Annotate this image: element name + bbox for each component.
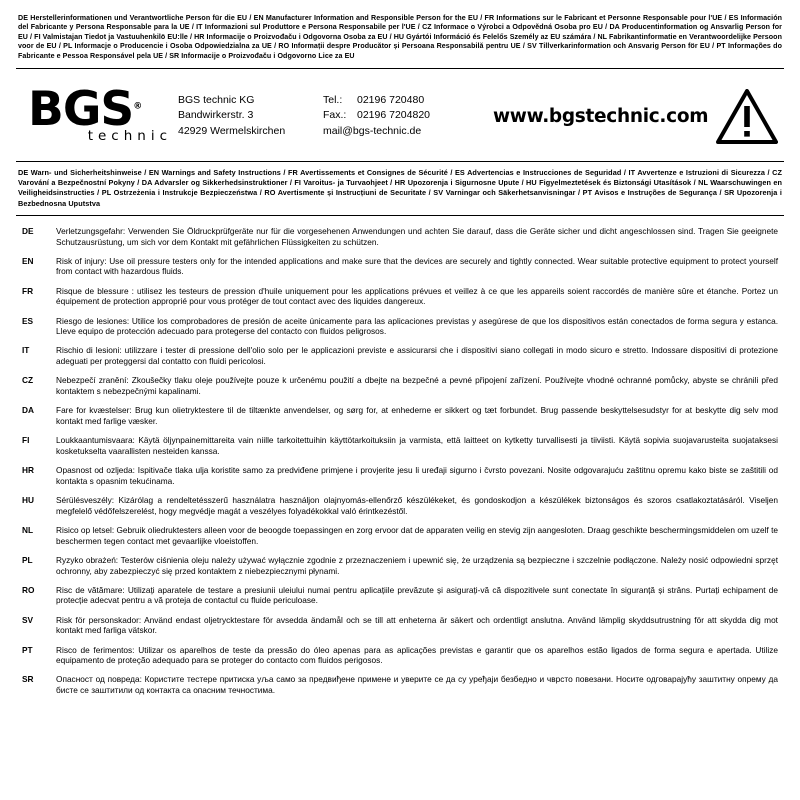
company-name: BGS technic KG (178, 93, 255, 106)
list-item (20, 375, 782, 396)
instruction-text: Rischio di lesioni: utilizzare i tester di pressione dell'olio solo per le applicazioni previste e assicurarsi che i dispositivi siano collegati in modo sicuro e stretto. Indossare dispositivi di protezione adeguati per proteggersi dal contatto con fluidi pericolosi. (56, 345, 778, 367)
list-item (20, 495, 782, 516)
list-item (20, 674, 782, 695)
language-code: FI (22, 435, 30, 446)
language-code: IT (22, 345, 30, 356)
company-tel-line (323, 93, 493, 109)
logo-text: BGS (28, 81, 134, 137)
logo-subtext: technic (87, 128, 172, 145)
list-item (20, 226, 782, 247)
instruction-text: Sérülésveszély: Kizárólag a rendeltetésszerű használatra használjon olajnyomás-ellenőrző készülékeket, és gondoskodjon a készülékek biztonságos és szoros csatlakoztatásáról. Viseljen megfelelő védőfelszerelést, hogy megvédje magát a veszélyes folyadékokkal való érintkezéstől. (56, 495, 778, 516)
instruction-text: Opasnost od ozljeda: Ispitivače tlaka ulja koristite samo za predviđene primjene i provjerite jesu li uređaji sigurno i čvrsto povezani. Nosite odgovarajuću zaštitnu opremu kako biste se zaštitili od kontakta s opasnim tekućinama. (56, 465, 778, 486)
language-code: HR (22, 465, 34, 476)
instruction-text: Risc de vătămare: Utilizați aparatele de testare a presiunii uleiului numai pentru aplicațiile prevăzute și asigurați-vă că dispozitivele sunt conectate în siguranță și strâns. Purtați echipament de protecție adecvat pentru a vă proteja de contactul cu fluide periculoase. (56, 584, 778, 606)
bgs-logo (20, 81, 178, 145)
list-item (20, 345, 782, 366)
list-item (20, 585, 782, 606)
list-item (20, 615, 782, 636)
list-item (20, 465, 782, 486)
list-item (20, 435, 782, 456)
company-fax-line (323, 108, 493, 124)
instruction-text: Riesgo de lesiones: Utilice los comprobadores de presión de aceite únicamente para las aplicaciones previstas y asegúrese de que los dispositivos están conectados de forma segura y estanca. Lleve equipo de protección adecuado para protegerse del contacto con fluidos peligrosos. (56, 315, 778, 337)
language-code: EN (22, 255, 34, 266)
warning-triangle-icon (708, 89, 784, 144)
language-code: PT (22, 644, 33, 655)
company-email: mail@bgs-technic.de (323, 124, 422, 137)
language-code: SV (22, 614, 34, 625)
language-code: DE (22, 225, 34, 236)
company-contact (323, 93, 493, 140)
instruction-text: Risk of injury: Use oil pressure testers only for the intended applications and make sure that the devices are securely and tightly connected. Wear suitable protective equipment to protect yourself from contact with hazardous fluids. (56, 255, 778, 277)
language-code: RO (22, 584, 35, 595)
instruction-text: Risco de ferimentos: Utilizar os aparelhos de teste da pressão do óleo apenas para as aplicações previstas e garantir que os aparelhos estão ligados de forma segura e apertada. Utilize equipamento de proteção adequado para se proteger do contacto com fluidos perigosos. (56, 644, 778, 666)
language-code: SR (22, 674, 34, 685)
list-item (20, 286, 782, 307)
safety-section-title: DE Warn- und Sicherheitshinweise / EN Warnings and Safety Instructions / FR Avertissements et Consignes de Sécurité / ES Advertencias e Instrucciones de Seguridad / IT Avvertenze e Istruzioni di Sicurezza / CZ Varování a Bezpečnostní Pokyny / DA Advarsler og Sikkerhedsinstruktioner / FI Varoitus- ja Turvaohjeet / HR Upozorenja i Sigurnosne Upute / HU Figyelmeztetések és Biztonsági Utasítások / NL Waarschuwingen en Veiligheidsinstructies / PL Ostrzeżenia i Instrukcje Bezpieczeństwa / RO Avertismente și Instrucțiuni de Securitate / SV Varningar och Säkerhetsanvisningar / PT Avisos e Instruções de Segurança / SR Upozorenja i Bezbednosna Uputstva (18, 168, 782, 208)
language-code: FR (22, 285, 34, 296)
tel-value: 02196 720480 (357, 93, 425, 106)
list-item (20, 316, 782, 337)
instruction-list (16, 216, 784, 696)
instruction-text: Risk för personskador: Använd endast oljetrycktestare för avsedda ändamål och se till att enheterna är säkert och ordentligt anslutna. Använd lämplig skyddsutrustning för att skydda dig mot kontakt med farliga vätskor. (56, 614, 778, 636)
fax-label: Fax.: (323, 109, 347, 122)
language-code: ES (22, 315, 34, 326)
instruction-text: Опасност од повреда: Користите тестере притиска уља само за предвиђене примене и уверите се да су уређаји безбедно и чврсто повезани. Носите одговарајућу заштитну опрему да бисте се заштитили од контакта са опасним течностима. (56, 674, 778, 696)
instruction-text: Risico op letsel: Gebruik oliedruktesters alleen voor de beoogde toepassingen en zorg ervoor dat de apparaten veilig en stevig zijn aangesloten. Draag geschikte beschermingsmiddelen om uzelf te beschermen tegen contact met gevaarlijke vloeistoffen. (56, 524, 778, 546)
instruction-text: Risque de blessure : utilisez les testeurs de pression d'huile uniquement pour les applications prévues et veillez à ce que les appareils soient raccordés de manière sûre et étanche. Portez un équipement de protection approprié pour vous protéger de tout contact avec des liquides dangereux. (56, 285, 778, 307)
company-city: 42929 Wermelskirchen (178, 124, 286, 137)
company-website: www.bgstechnic.com (493, 105, 709, 127)
company-header (16, 69, 784, 161)
list-item (20, 405, 782, 426)
language-code: DA (22, 405, 34, 416)
company-address (178, 93, 323, 140)
list-item (20, 645, 782, 666)
instruction-text: Fare for kvæstelser: Brug kun olietryktestere til de tiltænkte anvendelser, og sørg for, at enhederne er sikkert og tæt forbundet. Brug passende beskyttelsesudstyr for at beskytte dig selv mod kontakt med farlige væsker. (56, 405, 778, 426)
manufacturer-language-banner: DE Herstellerinformationen und Verantwortliche Person für die EU / EN Manufacturer Information and Responsible Person for the EU / FR Informations sur le Fabricant et Personne Responsable pour l'UE / ES Información del Fabricante y Persona Responsable para la UE / IT Informazioni sul Produttore e Persona Responsabile per l'UE / CZ Informace o Výrobci a Odpovědná Osoba pro EU / DA Producentinformation og Ansvarlig Person for EU / FI Valmistajan Tiedot ja Vastuuhenkilö EU:lle / HR Informacije o Proizvođaču i Odgovorna Osoba za EU / HU Gyártói Információ és Felelős Személy az EU számára / NL Fabrikantinformatie en Verantwoordelijke Persoon voor de EU / PL Informacje o Producencie i Osoba Odpowiedzialna za UE / RO Informații despre Producător și Persoana Responsabilă pentru UE / SV Tillverkarinformation och Ansvarig Person för EU / PT Informações do Fabricante e Pessoa Responsável pela UE / SR Informacije o Proizvođaču i Odgovorno Lice za EU (18, 14, 782, 60)
registered-trademark-icon: ® (133, 101, 143, 112)
language-code: HU (22, 495, 34, 505)
language-code: CZ (22, 375, 34, 386)
fax-value: 02196 7204820 (357, 109, 430, 122)
instruction-text: Loukkaantumisvaara: Käytä öljynpainemittareita vain niille tarkoitettuihin käyttötarkoituksiin ja varmista, että laitteet on kytketty turvallisesti ja tiiviisti. Käytä sopivia suojavarusteita suojataksesi kosketukselta vaarallisten nesteiden kanssa. (56, 435, 778, 456)
language-code: NL (22, 524, 34, 535)
tel-label: Tel.: (323, 93, 343, 106)
instruction-text: Ryzyko obrażeń: Testerów ciśnienia oleju należy używać wyłącznie zgodnie z przeznaczeniem i upewnić się, że urządzenia są bezpieczne i szczelnie podłączone. Należy nosić odpowiedni sprzęt ochronny, aby zabezpieczyć się przed kontaktem z niebezpiecznymi płynami. (56, 554, 778, 576)
list-item (20, 555, 782, 576)
instruction-text: Verletzungsgefahr: Verwenden Sie Öldruckprüfgeräte nur für die vorgesehenen Anwendungen und achten Sie darauf, dass die Geräte sicher und dicht angeschlossen sind. Tragen Sie geeignete Schutzausrüstung, um sich vor dem Kontakt mit gefährlichen Flüssigkeiten zu schützen. (56, 225, 778, 247)
company-street: Bandwirkerstr. 3 (178, 109, 254, 122)
language-code: PL (22, 554, 33, 565)
list-item (20, 525, 782, 546)
instruction-text: Nebezpečí zranění: Zkoušečky tlaku oleje používejte pouze k určenému použití a dbejte na bezpečné a pevné připojení zařízení. Používejte vhodné ochranné pomůcky, abyste se chránili před kontaktem s nebezpečnými kapalinami. (56, 375, 778, 397)
list-item (20, 256, 782, 277)
